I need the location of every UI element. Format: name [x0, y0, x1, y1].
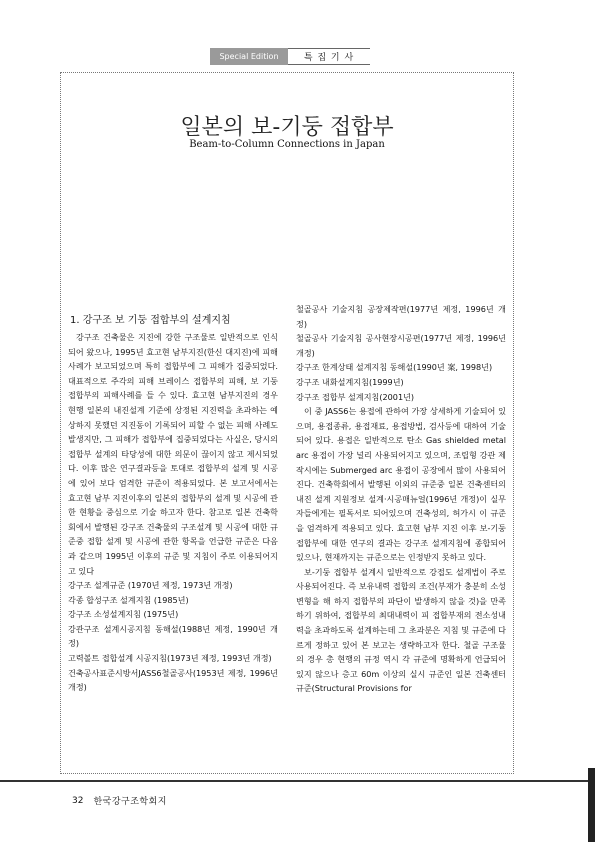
list-item: 각종 합성구조 설계지침 (1985년)	[68, 594, 189, 605]
journal-name: 한국강구조학회지	[93, 797, 168, 807]
right-column	[296, 302, 506, 696]
left-column	[68, 330, 278, 695]
article-title: 일본의 보-기둥 접합부	[180, 115, 394, 140]
article-subtitle: Beam-to-Column Connections in Japan	[189, 139, 385, 150]
page-footer	[72, 794, 167, 807]
footer-rule	[0, 780, 595, 782]
paragraph: 보-기둥 접합부 설계시 일반적으로 강접도 설계법이 주로 사용되어진다. 즉 보유내력 접합의 조건(부재가 충분히 소성변형을 해 하지 접합부의 파단이 발생하지 않을 것)을 만족하기 위하여, 접합부의 최대내력이 피 접합부재의 전소성내력을 초과하도록 설계하는데 그 초과분은 지침 및 규준에 다르게 정하고 있어 본 보고는 생략하고자 한다. 철골 구조물의 경우 총 현행의 규정 역시 각 규준에 명확하게 언급되어 있지 않으나 층고 60m 이상의 실시 규준인 일본 건축센터 규준(Structural Provisions for	[296, 566, 506, 694]
feature-article-label: 특 집 기 사	[288, 48, 370, 65]
list-item: 강구조 설계규준 (1970년 제정, 1973년 개정)	[68, 580, 233, 591]
paragraph: 강구조 건축물은 지진에 강한 구조물로 일반적으로 인식되어 왔으나, 1995년 효고현 남부지진(한신 대지진)에 피해사례가 보고되었으며 특히 접합부에 그 피해가 집중되었다. 대표적으로 주각의 피해 브레이스 접합부의 피해, 보 기둥 접합부의 피해사례를 들 수 있다. 효고현 남부지진의 경우 현행 일본의 내진설계 기준에 상정된 지진력을 초과하는 예상하지 못했던 지진동이 기록되어 피할 수 없는 피해 사례도 발생지만, 그 피해가 접합부에 집중되었다는 사실은, 당시의 접합부 설계의 타당성에 대한 의문이 끊이지 않고 제시되었다. 이후 많은 연구결과등을 토대로 접합부의 설계 및 시공에 있어 보다 엄격한 규준이 적용되었다. 본 보고서에서는 효고현 남부 지진이후의 일본의 접합부의 설계 및 시공에 관한 현황을 중심으로 기술 하고자 한다. 참고로 일본 건축학회에서 발행된 강구조 건축물의 구조설계 및 시공에 대한 규준중 접합 설계 및 시공에 관한 항목을 언급한 규준은 다음과 같으며 1995년 이후의 규준 및 지침이 주로 이용되어지고 있다	[68, 332, 278, 576]
list-item: 고력볼트 접합설계 시공지침(1973년 제정, 1993년 개정)	[68, 653, 272, 664]
special-edition-label: Special Edition	[210, 48, 288, 65]
list-item: 강관구조 설계시공지침 동해설(1988년 제정, 1990년 개정)	[68, 623, 278, 649]
list-item: 강구조 소성설계지침 (1975년)	[68, 609, 179, 620]
list-item: 강구조 내화설계지침(1999년)	[296, 376, 404, 387]
edge-tab	[588, 768, 595, 842]
section-heading: 1. 강구조 보 기둥 접합부의 설계지침	[70, 315, 231, 326]
list-item: 철골공사 기술지침 공장제작편(1977년 제정, 1996년 개정)	[296, 304, 506, 329]
paragraph: 이 중 JASS6는 용접에 관하여 가장 상세하게 기술되어 있으며, 용접종류, 용접재료, 용접방법, 검사등에 대하여 기술되어 있다. 용접은 일반적으로 탄소 Gas shielded metal arc 용접이 가장 널리 사용되어지고 있으며, 조립형 강관 제작시에는 Submerged arc 용접이 공장에서 많이 사용되어진다. 건축학회에서 발행된 이외의 규준중 일본 건축센터의 내진 설계 지원정보 설계·시공매뉴얼(1996년 개정)이 실무자들에게는 필독서로 되어있으며 건축성의, 허가시 이 규준을 엄격하게 적용되고 있다. 효고현 남부 지진 이후 보-기둥 접합부에 대한 연구의 결과는 강구조 설계지침에 종합되어 있으나, 현재까지는 규준으로는 인정받지 못하고 있다.	[296, 406, 506, 563]
list-item: 철골공사 기술지침 공사현장시공편(1977년 제정, 1996년 개정)	[296, 333, 506, 358]
special-edition-header	[210, 48, 370, 65]
page-number: 32	[72, 795, 84, 806]
list-item: 건축공사표준시방서JASS6철골공사(1953년 제정, 1996년 개정)	[68, 667, 278, 693]
list-item: 강구조 접합부 설계지침(2001년)	[296, 391, 415, 402]
list-item: 강구조 한계상태 설계지침 동해설(1990년 案, 1998년)	[296, 362, 493, 373]
